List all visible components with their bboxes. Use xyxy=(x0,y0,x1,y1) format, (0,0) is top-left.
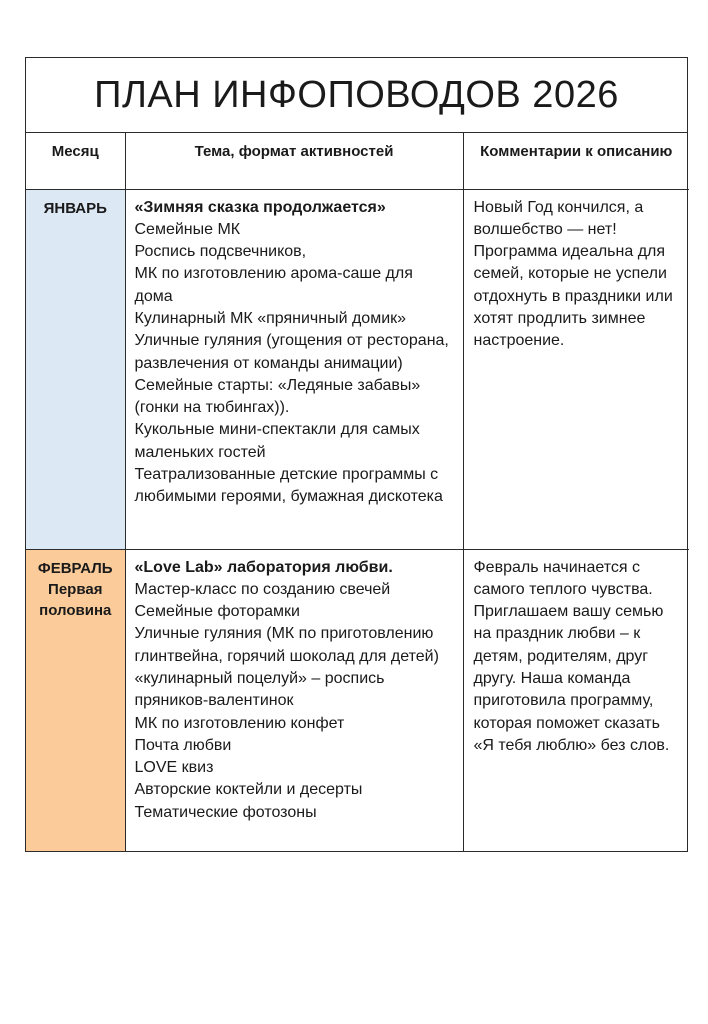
column-header-comment: Комментарии к описанию xyxy=(463,133,689,189)
activity-item: Уличные гуляния (угощения от ресторана, развлечения от команды анимации) xyxy=(134,332,449,372)
month-cell-february: ФЕВРАЛЬ Первая половина xyxy=(26,549,125,851)
table-row-february xyxy=(26,549,689,851)
activity-item: Кулинарный МК «пряничный домик» xyxy=(134,309,407,327)
activity-item: Уличные гуляния (МК по приготовлению глинтвейна, горячий шоколад для детей) xyxy=(134,625,439,665)
activity-title: «Зимняя сказка продолжается» xyxy=(134,198,386,216)
activity-title: «Love Lab» лаборатория любви. xyxy=(134,558,393,576)
activity-item: МК по изготовлению конфет xyxy=(134,714,345,732)
activities-cell-january xyxy=(125,189,463,549)
plan-table xyxy=(26,133,689,851)
comment-cell-february: Февраль начинается с самого теплого чувства. Приглашаем вашу семью на праздник любви – к детям, родителям, друг другу. Наша команда приготовила программу, которая поможет сказать «Я тебя люблю» без слов. xyxy=(463,549,689,851)
activity-item: Авторские коктейли и десерты xyxy=(134,781,363,799)
activity-item: Почта любви xyxy=(134,736,232,754)
activity-item: LOVE квиз xyxy=(134,759,214,777)
table-row-january xyxy=(26,189,689,549)
plan-document xyxy=(25,57,688,852)
column-header-topic: Тема, формат активностей xyxy=(125,133,463,189)
page-title: ПЛАН ИНФОПОВОДОВ 2026 xyxy=(26,58,687,133)
month-cell-january: ЯНВАРЬ xyxy=(26,189,125,549)
activity-item: МК по изготовлению арома-саше для дома xyxy=(134,265,413,305)
activity-item: Тематические фотозоны xyxy=(134,803,317,821)
activity-item: Семейные старты: «Ледяные забавы» (гонки на тюбингах)). xyxy=(134,376,421,417)
column-header-month: Месяц xyxy=(26,133,125,189)
activity-item: «кулинарный поцелуй» – роспись пряников-валентинок xyxy=(134,669,385,710)
activity-item: Роспись подсвечников, xyxy=(134,243,307,261)
comment-cell-january: Новый Год кончился, а волшебство — нет! Программа идеальна для семей, которые не успели отдохнуть в праздники или хотят продлить зимнее настроение. xyxy=(463,189,689,549)
activities-cell-february xyxy=(125,549,463,851)
activity-item: Мастер-класс по созданию свечей xyxy=(134,580,391,598)
activity-item: Кукольные мини-спектакли для самых маленьких гостей xyxy=(134,421,420,461)
table-header-row xyxy=(26,133,689,189)
activity-item: Театрализованные детские программы с любимыми героями, бумажная дискотека xyxy=(134,466,443,506)
activity-item: Семейные МК xyxy=(134,220,241,238)
activity-item: Семейные фоторамки xyxy=(134,603,300,621)
